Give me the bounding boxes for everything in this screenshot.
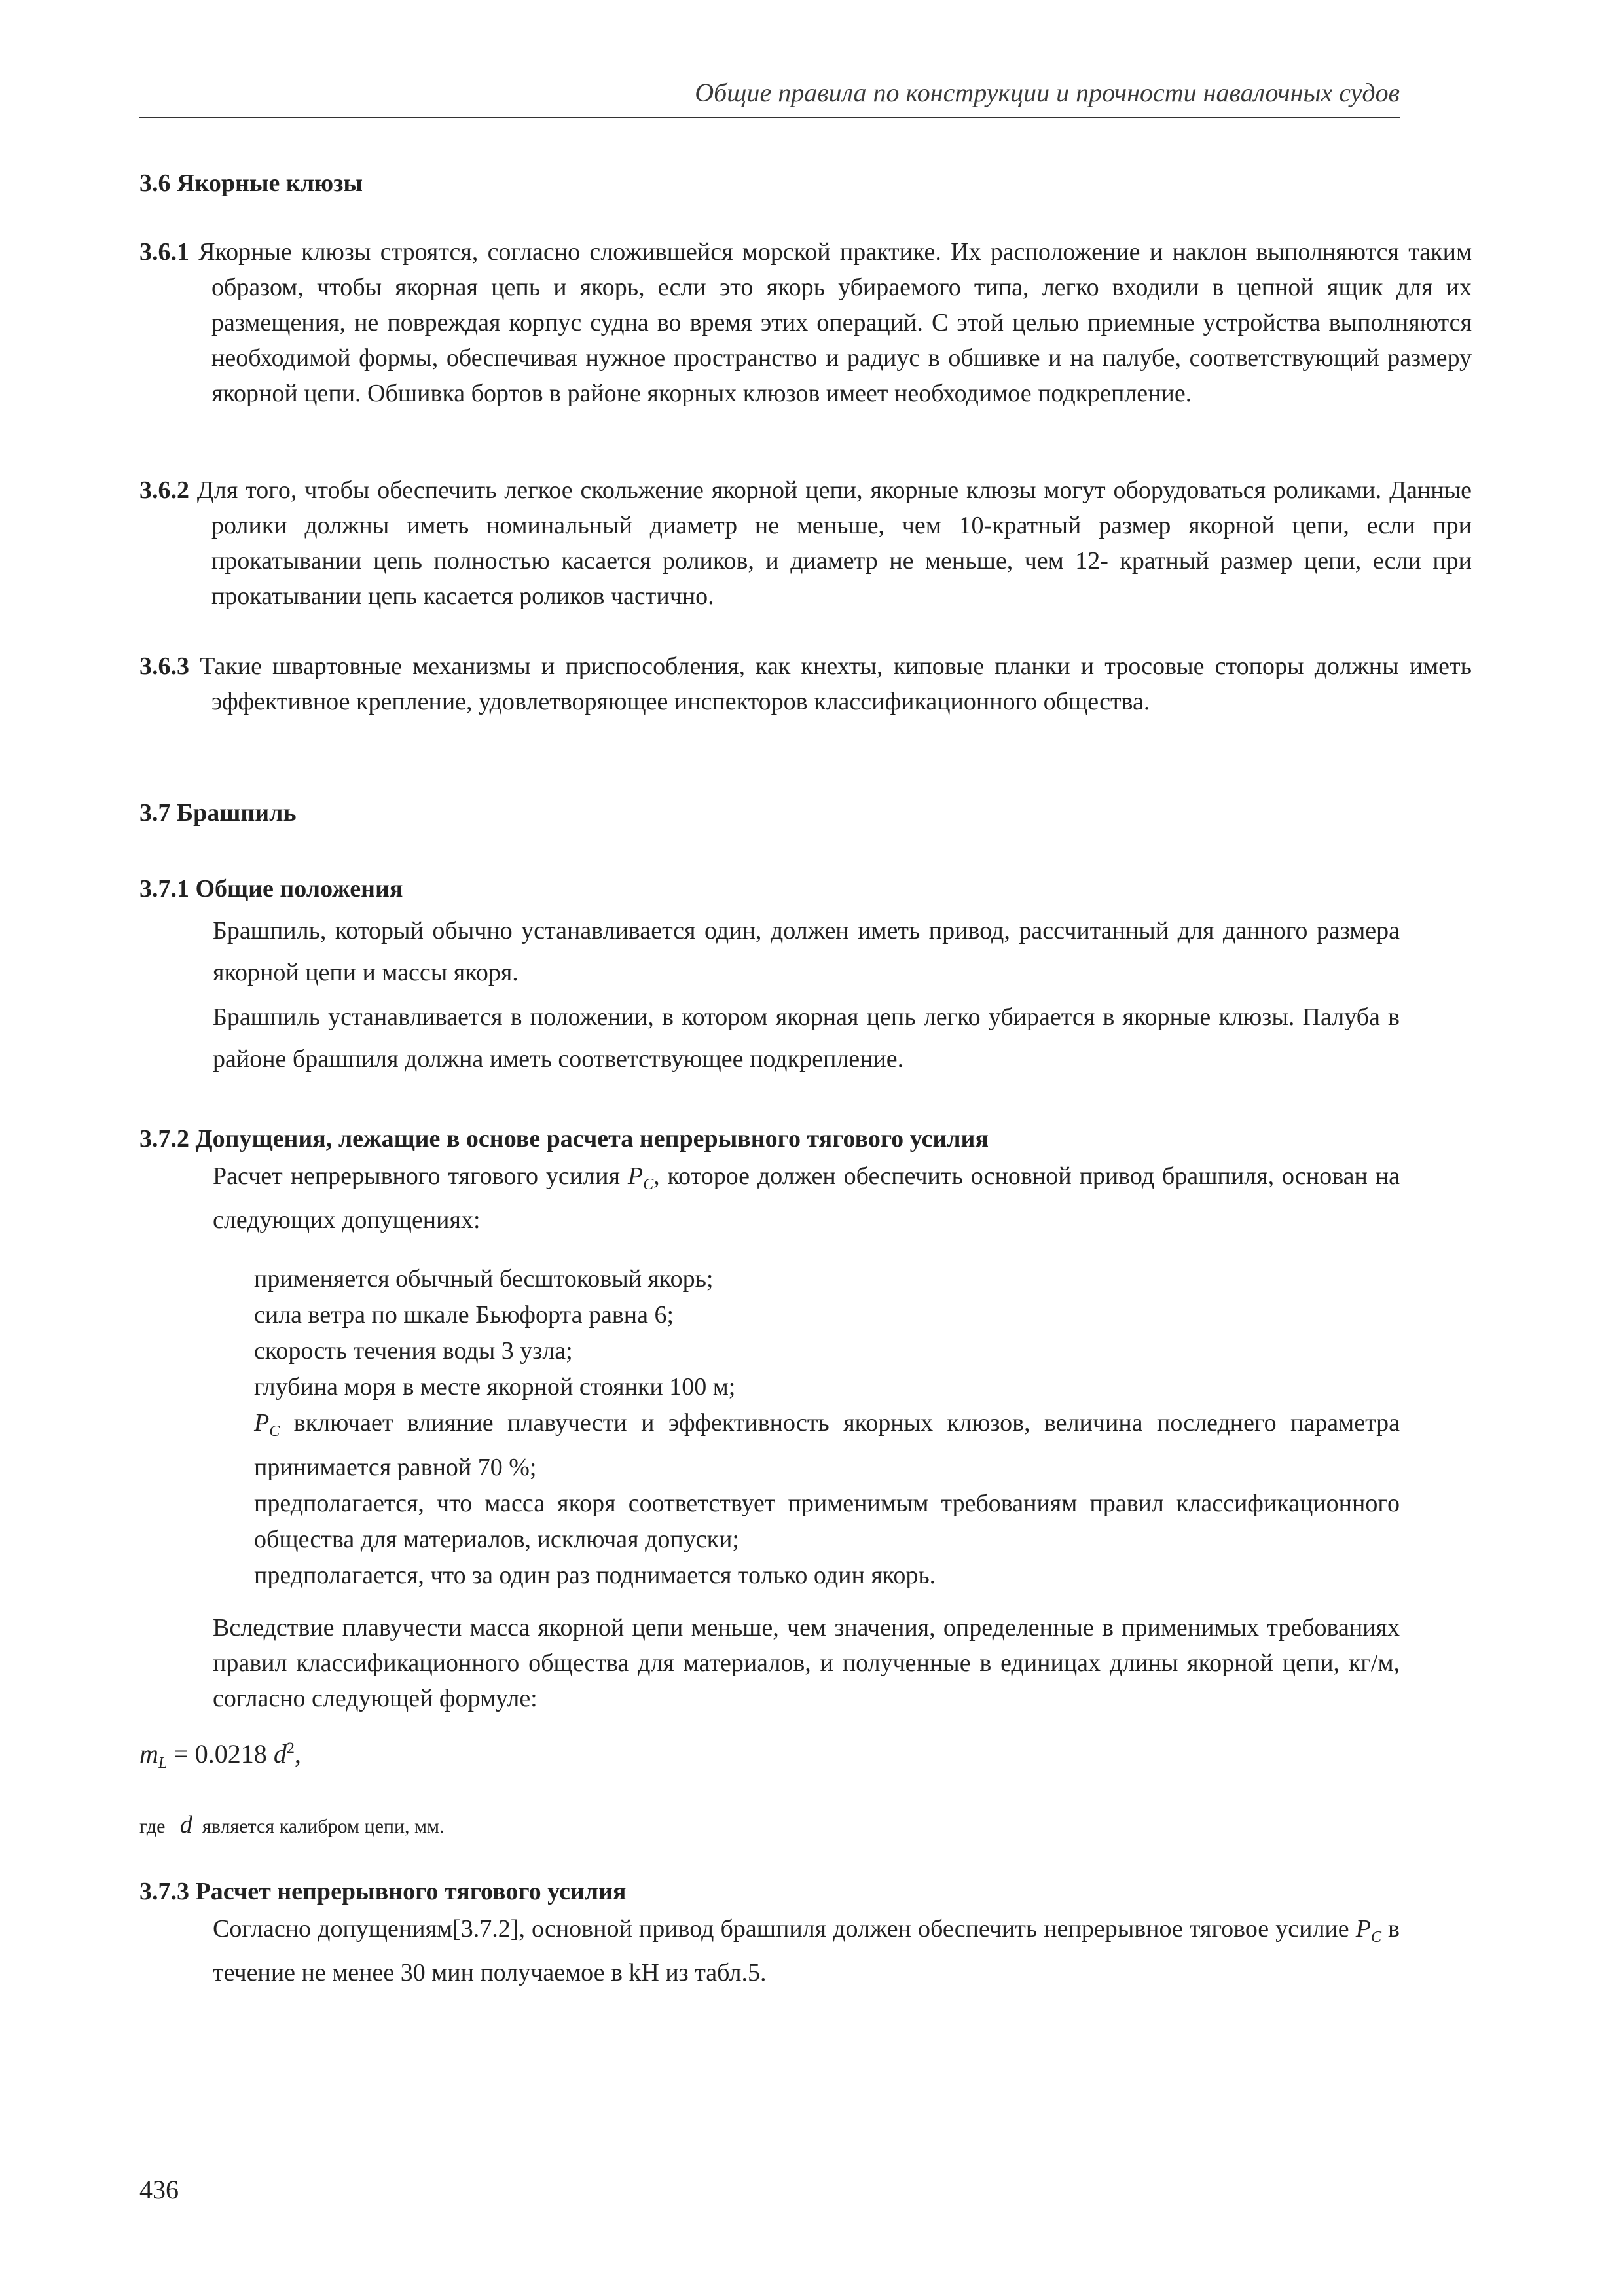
chain-mass-formula: $m_L = 0.0218$ $d^2$, [139, 1739, 301, 1772]
section-3-7-2-intro [213, 1158, 1400, 1238]
paragraph: Брашпиль, который обычно устанавливается один, должен иметь привод, рассчитанный для данного размера якорной цепи и массы якоря. [213, 917, 1400, 986]
section-3-7-3-title: 3.7.3 Расчет непрерывного тягового усилия [139, 1878, 627, 1905]
paragraph-text: Такие швартовные механизмы и приспособления, как кнехты, киповые планки и тросовые стопоры должны иметь эффективное крепление, удовлетворяющее инспекторов классификационного общества. [200, 653, 1472, 715]
paragraph-3-6-3 [139, 649, 1472, 719]
paragraph-text: Якорные клюзы строятся, согласно сложившейся морской практике. Их расположение и наклон выполняются таким образом, чтобы якорная цепь и якорь, если это якорь убираемого типа, легко входили в цепной ящик для их размещения, не повреждая корпус судна во время этих операций. С этой целью приемные устройства выполняются необходимой формы, обеспечивая нужное пространство и радиус в обшивке и на палубе, соответствующий размеру якорной цепи. Обшивка бортов в районе якорных клюзов имеет необходимое подкрепление. [198, 238, 1472, 407]
paragraph-text: Для того, чтобы обеспечить легкое скольжение якорной цепи, якорные клюзы могут оборудоваться роликами. Данные ролики должны иметь номинальный диаметр не меньше, чем 10-кратный размер якорной цепи, если при прокатывании цепь полностью касается роликов, и диаметр не меньше, чем 12- кратный размер цепи, если при прокатывании цепь касается роликов частично. [196, 476, 1472, 610]
section-3-7-1-body [213, 910, 1400, 1080]
list-item: скорость течения воды 3 узла; [254, 1337, 573, 1365]
pc-symbol: $P_C$ [1355, 1915, 1381, 1946]
formula-where-note: где d является калибром цепи, мм. [139, 1811, 445, 1839]
list-item: $P_C$ включает влияние плавучести и эффективность якорных клюзов, величина последнего параметра принимается равной 70 %; [254, 1409, 1400, 1481]
running-header: Общие правила по конструкции и прочности навалочных судов [695, 78, 1400, 107]
section-3-7-title: 3.7 Брашпиль [139, 799, 297, 827]
page-number: 436 [139, 2175, 179, 2204]
paragraph-number: 3.6.2 [139, 476, 189, 504]
section-3-7-1-title: 3.7.1 Общие положения [139, 875, 403, 903]
header-rule [139, 117, 1400, 118]
paragraph: Брашпиль устанавливается в положении, в котором якорная цепь легко убирается в якорные клюзы. Палуба в районе брашпиля должна иметь соответствующее подкрепление. [213, 1003, 1400, 1073]
paragraph-number: 3.6.1 [139, 238, 189, 266]
list-item: сила ветра по шкале Бьюфорта равна 6; [254, 1301, 674, 1329]
section-3-7-2-title: 3.7.2 Допущения, лежащие в основе расчета непрерывного тягового усилия [139, 1125, 989, 1153]
pc-symbol: $P_C$ [254, 1409, 280, 1440]
paragraph-3-6-1 [139, 234, 1472, 411]
assumptions-list [254, 1261, 1400, 1594]
list-item: предполагается, что масса якоря соответствует применимым требованиям правил классификационного общества для материалов, исключая допуски; [254, 1490, 1400, 1553]
list-item: глубина моря в месте якорной стоянки 100 м; [254, 1373, 736, 1401]
buoyancy-paragraph: Вследствие плавучести масса якорной цепи меньше, чем значения, определенные в применимых требованиях правил классификационного общества для материалов, и полученные в единицах длины якорной цепи, кг/м, согласно следующей формуле: [213, 1614, 1400, 1712]
intro-text: Расчет непрерывного тягового усилия [213, 1162, 620, 1190]
section-3-7-3-body: Согласно допущениям[3.7.2], основной привод брашпиля должен обеспечить непрерывное тяговое усилие $P_C$ в течение не менее 30 мин получаемое в kH из табл.5. [213, 1915, 1400, 1986]
paragraph-3-6-2 [139, 473, 1472, 614]
list-item: предполагается, что за один раз поднимается только один якорь. [254, 1562, 936, 1589]
paragraph-number: 3.6.3 [139, 653, 189, 680]
list-item: применяется обычный бесштоковый якорь; [254, 1265, 714, 1293]
pc-symbol: $P_C$ [627, 1162, 654, 1193]
intro-text-cont: , которое должен обеспечить основной привод брашпиля, основан на следующих допущениях: [213, 1162, 1400, 1234]
section-3-6-title: 3.6 Якорные клюзы [139, 170, 363, 197]
